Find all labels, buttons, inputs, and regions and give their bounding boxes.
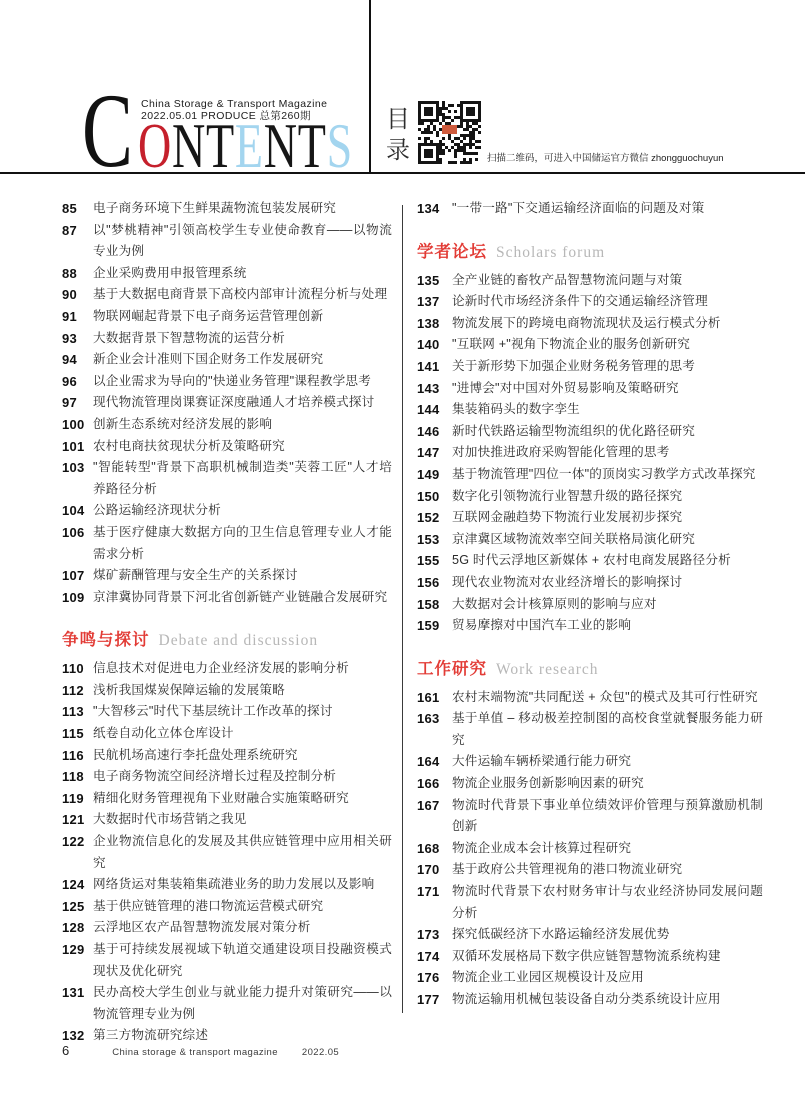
entry-title: 基于可持续发展视域下轨道交通建设项目投融资模式现状及优化研究 <box>93 942 392 978</box>
toc-entry <box>417 572 763 594</box>
entry-title: 大件运输车辆桥梁通行能力研究 <box>452 754 632 769</box>
section-title-zh: 学者论坛 <box>417 242 487 261</box>
toc-entry <box>62 263 392 285</box>
toc-entry <box>62 809 392 831</box>
entry-title: 物流发展下的跨境电商物流现状及运行模式分析 <box>452 315 721 330</box>
entry-title: 以企业需求为导向的"快递业务管理"课程教学思考 <box>93 373 372 388</box>
entry-page-number: 106 <box>62 524 85 540</box>
toc-entry <box>417 198 763 220</box>
entry-title: 云浮地区农产品智慧物流发展对策分析 <box>93 920 311 935</box>
toc-entry <box>417 687 763 709</box>
entry-page-number: 140 <box>417 337 440 353</box>
entry-title: 物流企业工业园区规模设计及应用 <box>452 970 644 985</box>
entry-title: 数字化引领物流行业智慧升级的路径探究 <box>452 488 683 503</box>
toc-entry <box>417 989 763 1011</box>
entry-page-number: 144 <box>417 402 440 418</box>
toc-entry <box>417 291 763 313</box>
toc-entry <box>62 198 392 220</box>
entry-title: 基于政府公共管理视角的港口物流业研究 <box>452 862 683 877</box>
entry-page-number: 90 <box>62 287 78 303</box>
section-heading <box>417 241 763 264</box>
entry-title: 物联网崛起背景下电子商务运营管理创新 <box>93 308 324 323</box>
entry-page-number: 115 <box>62 726 84 742</box>
entry-title: 煤矿薪酬管理与安全生产的关系探讨 <box>93 568 298 583</box>
entry-page-number: 128 <box>62 920 85 936</box>
entry-title: 现代物流管理岗课赛证深度融通人才培养模式探讨 <box>93 395 375 410</box>
toc-label-char-2: 录 <box>386 137 410 164</box>
entry-page-number: 124 <box>62 877 85 893</box>
entry-page-number: 94 <box>62 352 78 368</box>
entry-page-number: 167 <box>417 797 440 813</box>
toc-entry <box>62 371 392 393</box>
toc-entry <box>62 565 392 587</box>
toc-entry <box>417 751 763 773</box>
toc-entry <box>417 486 763 508</box>
toc-entry <box>62 284 392 306</box>
entry-page-number: 93 <box>62 330 78 346</box>
entry-page-number: 113 <box>62 704 84 720</box>
entry-title: 物流企业服务创新影响因素的研究 <box>452 776 644 791</box>
entry-title: 网络货运对集装箱集疏港业务的助力发展以及影响 <box>93 877 375 892</box>
entry-page-number: 155 <box>417 553 440 569</box>
logo-big-c: C <box>82 72 133 189</box>
entry-page-number: 143 <box>417 380 440 396</box>
toc-entry <box>417 334 763 356</box>
toc-entry <box>62 939 392 982</box>
toc-entry <box>417 881 763 924</box>
qr-code <box>418 101 481 164</box>
header-vertical-divider <box>369 0 371 173</box>
toc-entry <box>62 587 392 609</box>
entry-title: 论新时代市场经济条件下的交通运输经济管理 <box>452 294 708 309</box>
entry-title: 企业物流信息化的发展及其供应链管理中应用相关研究 <box>93 834 392 870</box>
section-title-zh: 工作研究 <box>417 659 487 678</box>
toc-entry <box>62 658 392 680</box>
toc-entry <box>62 414 392 436</box>
toc-entry <box>62 436 392 458</box>
toc-entry <box>417 550 763 572</box>
entry-page-number: 170 <box>417 862 440 878</box>
entry-page-number: 109 <box>62 589 85 605</box>
entry-page-number: 101 <box>62 438 85 454</box>
logo-letter: T <box>205 110 235 181</box>
entry-title: 双循环发展格局下数字供应链智慧物流系统构建 <box>452 948 721 963</box>
toc-entry <box>417 464 763 486</box>
logo-letter: O <box>138 110 172 181</box>
toc-entry <box>417 594 763 616</box>
entry-title: 民办高校大学生创业与就业能力提升对策研究——以物流管理专业为例 <box>93 985 392 1021</box>
entry-title: 物流时代背景下农村财务审计与农业经济协同发展问题分析 <box>452 884 763 920</box>
entry-page-number: 121 <box>62 812 85 828</box>
entry-title: 对加快推进政府采购智能化管理的思考 <box>452 445 670 460</box>
entry-page-number: 132 <box>62 1028 85 1044</box>
toc-entry <box>62 392 392 414</box>
entry-page-number: 137 <box>417 294 440 310</box>
entry-page-number: 96 <box>62 373 78 389</box>
logo-letter: T <box>297 110 327 181</box>
entry-page-number: 159 <box>417 618 440 634</box>
entry-page-number: 125 <box>62 898 85 914</box>
entry-page-number: 122 <box>62 834 85 850</box>
entry-title: 基于医疗健康大数据方向的卫生信息管理专业人才能需求分析 <box>93 524 392 561</box>
entry-title: 以"梦桃精神"引领高校学生专业使命教育——以物流专业为例 <box>93 222 392 259</box>
entry-title: 基于大数据电商背景下高校内部审计流程分析与处理 <box>93 287 388 302</box>
entry-title: 5G 时代云浮地区新媒体 + 农村电商发展路径分析 <box>452 553 731 568</box>
entry-title: 现代农业物流对农业经济增长的影响探讨 <box>452 574 683 589</box>
entry-page-number: 147 <box>417 445 440 461</box>
entry-page-number: 119 <box>62 790 84 806</box>
entry-title: "大智移云"时代下基层统计工作改革的探讨 <box>93 704 333 719</box>
section-heading <box>62 629 392 652</box>
entry-title: 纸卷自动化立体仓库设计 <box>93 726 234 741</box>
entry-title: 农村电商扶贫现状分析及策略研究 <box>93 438 285 453</box>
entry-page-number: 149 <box>417 466 440 482</box>
entry-page-number: 85 <box>62 201 78 216</box>
entry-title: 第三方物流研究综述 <box>93 1028 209 1043</box>
toc-entry <box>62 349 392 371</box>
entry-page-number: 110 <box>62 661 84 677</box>
entry-title: 大数据背景下智慧物流的运营分析 <box>93 330 285 345</box>
entry-title: 互联网金融趋势下物流行业发展初步探究 <box>452 510 683 525</box>
toc-entry <box>417 378 763 400</box>
entry-title: 浅析我国煤炭保障运输的发展策略 <box>93 682 285 697</box>
entry-page-number: 107 <box>62 568 85 584</box>
entry-page-number: 87 <box>62 222 78 238</box>
entry-title: 民航机场高速行李托盘处理系统研究 <box>93 747 298 762</box>
entry-page-number: 91 <box>62 308 78 324</box>
toc-entry <box>417 399 763 421</box>
entry-page-number: 171 <box>417 884 440 900</box>
entry-page-number: 156 <box>417 574 440 590</box>
toc-entry <box>417 507 763 529</box>
entry-page-number: 177 <box>417 992 440 1007</box>
toc-entry <box>417 859 763 881</box>
section-title-en: Debate and discussion <box>158 632 319 650</box>
footer-page-number: 6 <box>62 1043 70 1058</box>
entry-title: 大数据时代市场营销之我见 <box>93 812 247 827</box>
toc-entry <box>62 457 392 500</box>
entry-title: "一带一路"下交通运输经济面临的问题及对策 <box>452 201 705 215</box>
entry-page-number: 118 <box>62 769 84 785</box>
footer <box>62 1043 339 1058</box>
toc-entry <box>62 723 392 745</box>
toc-entry <box>62 328 392 350</box>
entry-title: 大数据对会计核算原则的影响与应对 <box>452 596 657 611</box>
toc-entry <box>62 766 392 788</box>
toc-entry <box>417 708 763 751</box>
entry-title: 电子商务环境下生鲜果蔬物流包装发展研究 <box>93 201 337 215</box>
entry-title: 电子商务物流空间经济增长过程及控制分析 <box>93 769 337 784</box>
toc-entry <box>417 421 763 443</box>
entry-title: 贸易摩擦对中国汽车工业的影响 <box>452 618 632 633</box>
toc-column-left <box>62 198 392 1047</box>
entry-page-number: 100 <box>62 416 85 432</box>
toc-column-right <box>417 198 763 1011</box>
section-title-en: Work research <box>496 660 599 678</box>
entry-page-number: 104 <box>62 503 85 519</box>
entry-page-number: 161 <box>417 689 440 705</box>
toc-entry <box>62 306 392 328</box>
entry-title: 全产业链的畜牧产品智慧物流问题与对策 <box>452 272 683 287</box>
entry-page-number: 88 <box>62 265 78 281</box>
entry-page-number: 152 <box>417 510 440 526</box>
entry-page-number: 166 <box>417 776 440 792</box>
entry-page-number: 103 <box>62 460 85 476</box>
entry-title: 基于单值 – 移动极差控制图的高校食堂就餐服务能力研究 <box>452 711 763 747</box>
logo-letter: E <box>234 110 264 181</box>
magazine-issue-line: 2022.05.01 PRODUCE 总第260期 <box>141 109 311 122</box>
toc-entry <box>417 270 763 292</box>
toc-entry <box>62 522 392 565</box>
footer-magazine-name: China storage & transport magazine <box>112 1047 278 1058</box>
entry-title: 京津冀协同背景下河北省创新链产业链融合发展研究 <box>93 589 388 604</box>
toc-entry <box>417 795 763 838</box>
logo-letter: S <box>326 110 353 181</box>
entry-page-number: 164 <box>417 754 440 770</box>
section-title-en: Scholars forum <box>496 243 606 261</box>
toc-entry <box>417 773 763 795</box>
toc-entry <box>62 917 392 939</box>
entry-title: 农村末端物流"共同配送 + 众包"的模式及其可行性研究 <box>452 689 758 704</box>
entry-title: 精细化财务管理视角下业财融合实施策略研究 <box>93 790 349 805</box>
entry-title: 物流运输用机械包装设备自动分类系统设计应用 <box>452 992 721 1006</box>
entry-page-number: 173 <box>417 927 440 943</box>
entry-title: 关于新形势下加强企业财务税务管理的思考 <box>452 358 696 373</box>
entry-title: 创新生态系统对经济发展的影响 <box>93 416 273 431</box>
entry-page-number: 150 <box>417 488 440 504</box>
entry-title: 物流企业成本会计核算过程研究 <box>452 840 632 855</box>
toc-entry <box>62 680 392 702</box>
entry-page-number: 174 <box>417 948 440 964</box>
toc-entry <box>417 967 763 989</box>
toc-label-char-1: 目 <box>386 106 410 133</box>
entry-page-number: 176 <box>417 970 440 986</box>
toc-entry <box>417 313 763 335</box>
toc-entry <box>417 924 763 946</box>
entry-title: 京津冀区域物流效率空间关联格局演化研究 <box>452 531 696 546</box>
toc-entry <box>62 874 392 896</box>
entry-title: 信息技术对促进电力企业经济发展的影响分析 <box>93 661 349 676</box>
toc-entry <box>417 442 763 464</box>
magazine-name-en: China Storage & Transport Magazine <box>141 98 328 110</box>
toc-entry <box>62 745 392 767</box>
logo-letter: N <box>171 110 206 181</box>
entry-title: "智能转型"背景下高职机械制造类"芙蓉工匠"人才培养路径分析 <box>93 460 392 496</box>
entry-title: 探究低碳经济下水路运输经济发展优势 <box>452 927 670 942</box>
entry-page-number: 146 <box>417 423 440 439</box>
footer-issue: 2022.05 <box>301 1047 340 1058</box>
section-heading <box>417 658 763 681</box>
entry-page-number: 135 <box>417 272 440 288</box>
entry-title: 新时代铁路运输型物流组织的优化路径研究 <box>452 423 696 438</box>
entry-page-number: 116 <box>62 747 84 763</box>
toc-entry <box>62 831 392 874</box>
toc-label-vertical <box>383 104 413 166</box>
toc-entry <box>62 500 392 522</box>
section-title-zh: 争鸣与探讨 <box>62 631 150 650</box>
entry-page-number: 138 <box>417 315 440 331</box>
toc-entry <box>417 356 763 378</box>
entry-page-number: 131 <box>62 985 85 1001</box>
entry-page-number: 134 <box>417 201 440 216</box>
toc-entry <box>417 529 763 551</box>
entry-page-number: 158 <box>417 596 440 612</box>
entry-page-number: 97 <box>62 395 78 411</box>
entry-page-number: 141 <box>417 358 440 374</box>
entry-title: 基于物流管理"四位一体"的顶岗实习教学方式改革探究 <box>452 466 756 481</box>
toc-entry <box>417 615 763 637</box>
entry-title: 新企业会计准则下国企财务工作发展研究 <box>93 352 324 367</box>
entry-title: 物流时代背景下事业单位绩效评价管理与预算激励机制创新 <box>452 797 763 834</box>
entry-page-number: 163 <box>417 711 440 727</box>
entry-page-number: 129 <box>62 942 85 957</box>
toc-entry <box>62 220 392 263</box>
entry-page-number: 153 <box>417 531 440 547</box>
entry-title: 基于供应链管理的港口物流运营模式研究 <box>93 898 324 913</box>
column-divider <box>402 205 403 1013</box>
entry-title: 集装箱码头的数字孪生 <box>452 402 580 417</box>
toc-entry <box>62 982 392 1025</box>
entry-title: "进博会"对中国对外贸易影响及策略研究 <box>452 380 679 395</box>
qr-caption: 扫描二维码，可进入中国储运官方微信 zhongguochuyun <box>487 153 724 164</box>
toc-entry <box>417 838 763 860</box>
toc-entry <box>62 701 392 723</box>
entry-title: 企业采购费用申报管理系统 <box>93 265 247 280</box>
entry-page-number: 168 <box>417 840 440 856</box>
logo-letter: N <box>263 110 298 181</box>
entry-page-number: 112 <box>62 682 84 698</box>
entry-title: 公路运输经济现状分析 <box>93 503 221 518</box>
toc-entry <box>62 896 392 918</box>
entry-title: "互联网 +"视角下物流企业的服务创新研究 <box>452 337 691 352</box>
toc-entry <box>417 946 763 968</box>
toc-entry <box>62 788 392 810</box>
